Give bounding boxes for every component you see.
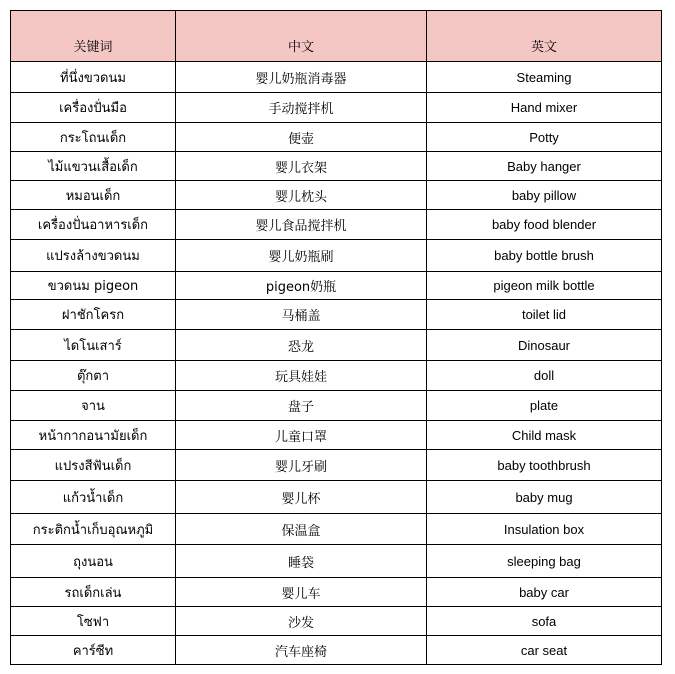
thai-keyword-cell: ขวดนม pigeon [11,272,176,300]
chinese-term-cell: 婴儿车 [176,578,427,607]
table-row [11,361,662,391]
thai-keyword-cell: เครื่องปั่นมือ [11,93,176,123]
english-term-cell: Baby hanger [427,152,662,181]
thai-keyword-cell: ไม้แขวนเสื้อเด็ก [11,152,176,181]
english-term-cell: Dinosaur [427,330,662,361]
table-row [11,607,662,636]
vocabulary-table [10,10,662,665]
thai-keyword-cell: หน้ากากอนามัยเด็ก [11,421,176,450]
thai-keyword-cell: ถุงนอน [11,545,176,578]
english-term-cell: Potty [427,123,662,152]
chinese-term-cell: 婴儿奶瓶消毒器 [176,62,427,93]
english-term-cell: plate [427,391,662,421]
table-row [11,62,662,93]
table-row [11,300,662,330]
english-term-cell: sofa [427,607,662,636]
thai-keyword-cell: จาน [11,391,176,421]
table-row [11,450,662,481]
header-english: 英文 [427,11,662,62]
table-row [11,272,662,300]
chinese-term-cell: 沙发 [176,607,427,636]
thai-keyword-cell: หมอนเด็ก [11,181,176,210]
thai-keyword-cell: แปรงล้างขวดนม [11,240,176,272]
english-term-cell: Hand mixer [427,93,662,123]
chinese-term-cell: 婴儿杯 [176,481,427,514]
table-row [11,636,662,665]
header-row [11,11,662,62]
table-row [11,514,662,545]
chinese-term-cell: 儿童口罩 [176,421,427,450]
table-row [11,330,662,361]
english-term-cell: baby pillow [427,181,662,210]
chinese-term-cell: 婴儿牙刷 [176,450,427,481]
header-chinese: 中文 [176,11,427,62]
english-term-cell: Child mask [427,421,662,450]
english-term-cell: baby bottle brush [427,240,662,272]
thai-keyword-cell: แก้วน้ำเด็ก [11,481,176,514]
chinese-term-cell: 玩具娃娃 [176,361,427,391]
chinese-term-cell: 恐龙 [176,330,427,361]
chinese-term-cell: 便壶 [176,123,427,152]
thai-keyword-cell: ตุ๊กตา [11,361,176,391]
chinese-term-cell: 婴儿衣架 [176,152,427,181]
header-keyword: 关键词 [11,11,176,62]
english-term-cell: baby mug [427,481,662,514]
thai-keyword-cell: กระติกน้ำเก็บอุณหภูมิ [11,514,176,545]
chinese-term-cell: 盘子 [176,391,427,421]
chinese-term-cell: 汽车座椅 [176,636,427,665]
chinese-term-cell: pigeon奶瓶 [176,272,427,300]
english-term-cell: doll [427,361,662,391]
thai-keyword-cell: แปรงสีฟันเด็ก [11,450,176,481]
thai-keyword-cell: กระโถนเด็ก [11,123,176,152]
thai-keyword-cell: ฝาชักโครก [11,300,176,330]
english-term-cell: car seat [427,636,662,665]
table-row [11,421,662,450]
table-row [11,578,662,607]
table-row [11,210,662,240]
chinese-term-cell: 手动搅拌机 [176,93,427,123]
thai-keyword-cell: รถเด็กเล่น [11,578,176,607]
english-term-cell: pigeon milk bottle [427,272,662,300]
chinese-term-cell: 睡袋 [176,545,427,578]
english-term-cell: baby toothbrush [427,450,662,481]
chinese-term-cell: 婴儿枕头 [176,181,427,210]
english-term-cell: Steaming [427,62,662,93]
english-term-cell: toilet lid [427,300,662,330]
table-row [11,545,662,578]
thai-keyword-cell: คาร์ซีท [11,636,176,665]
table-row [11,152,662,181]
table-row [11,93,662,123]
english-term-cell: baby food blender [427,210,662,240]
table-row [11,481,662,514]
english-term-cell: Insulation box [427,514,662,545]
table-row [11,391,662,421]
chinese-term-cell: 马桶盖 [176,300,427,330]
table-row [11,240,662,272]
table-row [11,123,662,152]
thai-keyword-cell: โซฟา [11,607,176,636]
thai-keyword-cell: ไดโนเสาร์ [11,330,176,361]
chinese-term-cell: 保温盒 [176,514,427,545]
chinese-term-cell: 婴儿食品搅拌机 [176,210,427,240]
table-row [11,181,662,210]
english-term-cell: sleeping bag [427,545,662,578]
chinese-term-cell: 婴儿奶瓶刷 [176,240,427,272]
english-term-cell: baby car [427,578,662,607]
thai-keyword-cell: ที่นึ่งขวดนม [11,62,176,93]
thai-keyword-cell: เครื่องปั่นอาหารเด็ก [11,210,176,240]
